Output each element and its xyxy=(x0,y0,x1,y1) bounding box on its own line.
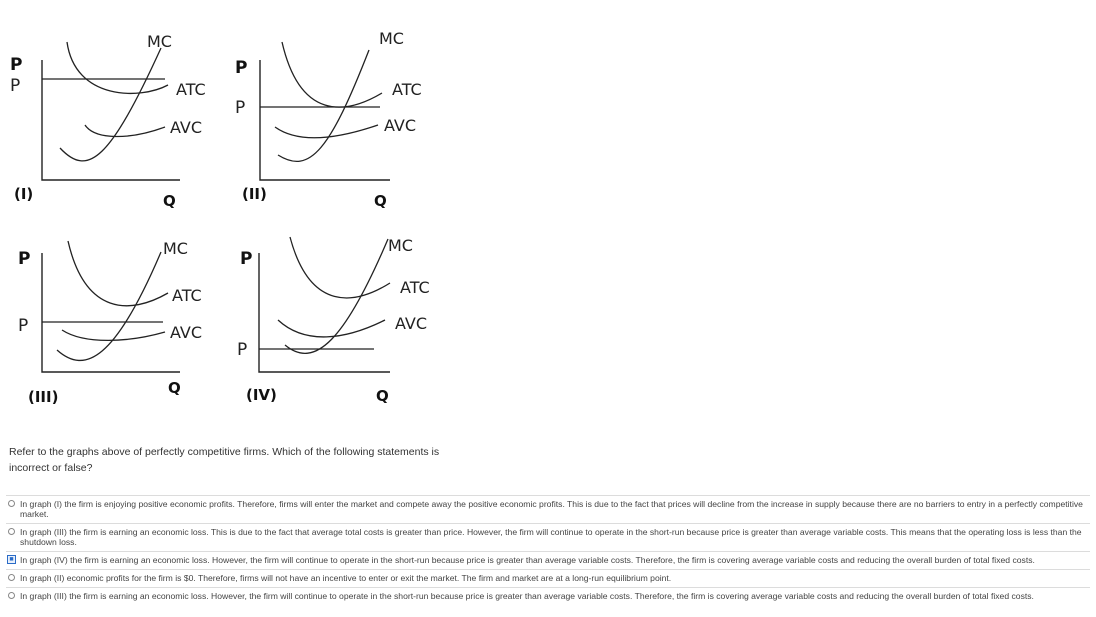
answer-option-text: In graph (III) the firm is earning an economic loss. This is due to the fact that average total costs is greater than price. However, the firm will continue to operate in the short-run because price is greater than average variable costs. This means that the operating loss is less than the shutdown loss. xyxy=(20,527,1082,547)
answer-option-text: In graph (I) the firm is enjoying positive economic profits. Therefore, firms will enter the market and compete away the positive economic profits. This is due to the fact that prices will decline from the increase in supply because there are no barriers to entry in a perfectly competitive market. xyxy=(20,499,1083,519)
answer-option-3[interactable] xyxy=(6,551,1090,569)
radio-button-icon[interactable] xyxy=(8,592,15,599)
graph-3-mc-curve xyxy=(57,252,161,360)
graph-3-price-label-top: P xyxy=(18,249,31,269)
graph-4-price-label: P xyxy=(237,340,248,360)
radio-button-icon[interactable] xyxy=(8,528,15,535)
graph-2 xyxy=(235,29,422,210)
answer-option-text: In graph (II) economic profits for the firm is $0. Therefore, firms will not have an incentive to enter or exit the market. The firm and market are at a long-run equilibrium point. xyxy=(20,573,672,583)
graph-3-q-label: Q xyxy=(168,379,181,397)
graph-2-avc-label: AVC xyxy=(384,116,417,135)
graph-2-mc-label: MC xyxy=(379,29,404,48)
answer-option-5[interactable] xyxy=(6,587,1090,605)
graph-2-axes xyxy=(260,60,390,180)
graph-3 xyxy=(18,239,202,406)
graph-1-price-label-top: P xyxy=(10,55,23,75)
graph-4 xyxy=(237,236,430,405)
graph-3-mc-label: MC xyxy=(163,239,188,258)
graph-2-avc-curve xyxy=(275,125,378,138)
graph-2-q-label: Q xyxy=(374,192,387,210)
graph-4-price-label-top: P xyxy=(240,249,253,269)
graph-1-price-label: P xyxy=(10,76,21,96)
graph-4-avc-curve xyxy=(278,320,385,337)
graph-3-atc-curve xyxy=(68,241,168,306)
graph-3-atc-label: ATC xyxy=(172,286,202,305)
graph-2-atc-label: ATC xyxy=(392,80,422,99)
graph-1 xyxy=(10,32,206,210)
answer-option-text: In graph (IV) the firm is earning an economic loss. However, the firm will continue to operate in the short-run because price is greater than average variable costs. Therefore, the firm is covering average variable costs and reducing the overall burden of total fixed costs. xyxy=(20,555,1035,565)
graph-1-mc-label: MC xyxy=(147,32,172,51)
graph-1-avc-label: AVC xyxy=(170,118,203,137)
question-text: Refer to the graphs above of perfectly competitive firms. Which of the following statements is incorrect or false? xyxy=(9,446,440,474)
graph-4-mc-label: MC xyxy=(388,236,413,255)
answer-options xyxy=(6,495,1090,605)
answer-option-2[interactable] xyxy=(6,523,1090,551)
graph-3-price-label: P xyxy=(18,316,29,336)
answer-option-1[interactable] xyxy=(6,495,1090,523)
graph-2-price-label: P xyxy=(235,98,246,118)
graph-1-q-label: Q xyxy=(163,192,176,210)
graph-4-q-label: Q xyxy=(376,387,389,405)
answer-option-text: In graph (III) the firm is earning an economic loss. However, the firm will continue to operate in the short-run because price is greater than average variable costs. Therefore, the firm is covering average variable costs and reducing the overall burden of total fixed costs. xyxy=(20,591,1034,601)
graph-2-mc-curve xyxy=(278,50,369,161)
selected-check-icon[interactable]: ■ xyxy=(7,555,16,564)
graph-1-label: (I) xyxy=(14,185,34,203)
graph-3-avc-label: AVC xyxy=(170,323,203,342)
graph-4-label: (IV) xyxy=(246,386,277,404)
graph-4-axes xyxy=(259,253,390,372)
cost-curve-graphs xyxy=(0,0,520,420)
graph-1-axes xyxy=(42,60,180,180)
graph-2-price-label-top: P xyxy=(235,58,248,78)
graph-3-label: (III) xyxy=(28,388,59,406)
graph-2-label: (II) xyxy=(242,185,267,203)
graph-4-avc-label: AVC xyxy=(395,314,428,333)
answer-option-4[interactable] xyxy=(6,569,1090,587)
graph-2-atc-curve xyxy=(282,42,382,107)
graph-4-atc-label: ATC xyxy=(400,278,430,297)
graph-1-atc-label: ATC xyxy=(176,80,206,99)
radio-button-icon[interactable] xyxy=(8,500,15,507)
radio-button-icon[interactable] xyxy=(8,574,15,581)
graph-1-avc-curve xyxy=(85,125,165,137)
